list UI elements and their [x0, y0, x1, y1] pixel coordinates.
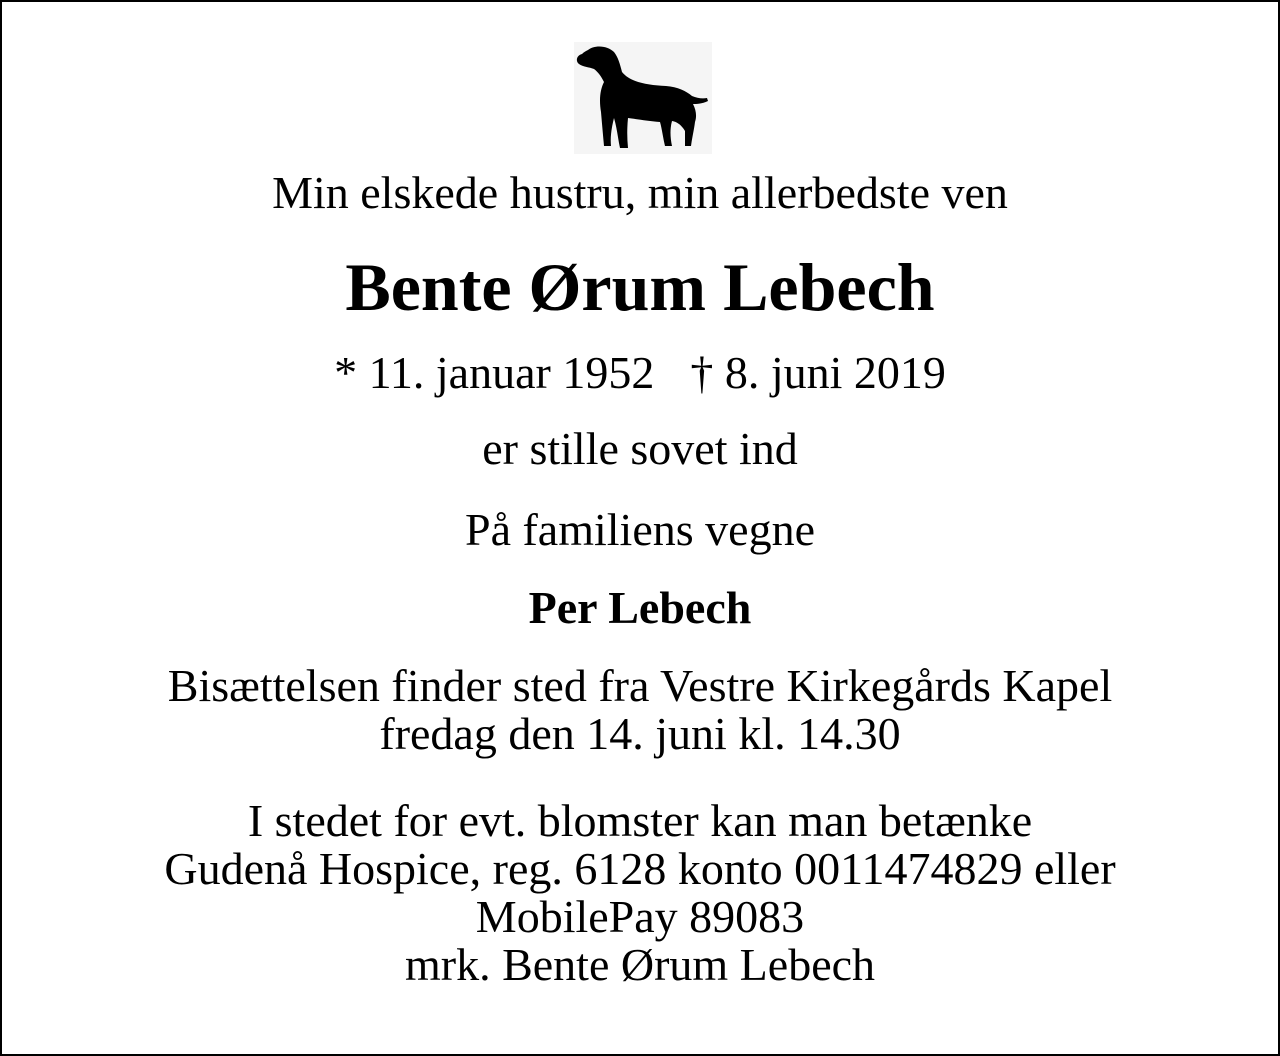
on-behalf-text: På familiens vegne [464, 504, 815, 555]
funeral-details [2, 662, 1278, 758]
donation-details [2, 797, 1278, 989]
dog-icon [574, 42, 712, 154]
funeral-line: fredag den 14. juni kl. 14.30 [379, 708, 901, 759]
life-dates [2, 347, 1278, 398]
deceased-name: Bente Ørum Lebech [345, 249, 935, 325]
intro-text: Min elskede hustru, min allerbedste ven [272, 167, 1008, 218]
birth-date: * 11. januar 1952 [334, 347, 655, 398]
donation-line: mrk. Bente Ørum Lebech [404, 939, 876, 990]
death-date: † 8. juni 2019 [690, 347, 946, 398]
passing-text: er stille sovet ind [482, 423, 798, 474]
donation-line: MobilePay 89083 [475, 891, 805, 942]
funeral-line: Bisættelsen finder sted fra Vestre Kirkegårds Kapel [167, 660, 1113, 711]
signer-name: Per Lebech [528, 582, 752, 633]
donation-line: I stedet for evt. blomster kan man betænke [247, 795, 1033, 846]
donation-line: Gudenå Hospice, reg. 6128 konto 0011474829 eller [164, 843, 1116, 894]
